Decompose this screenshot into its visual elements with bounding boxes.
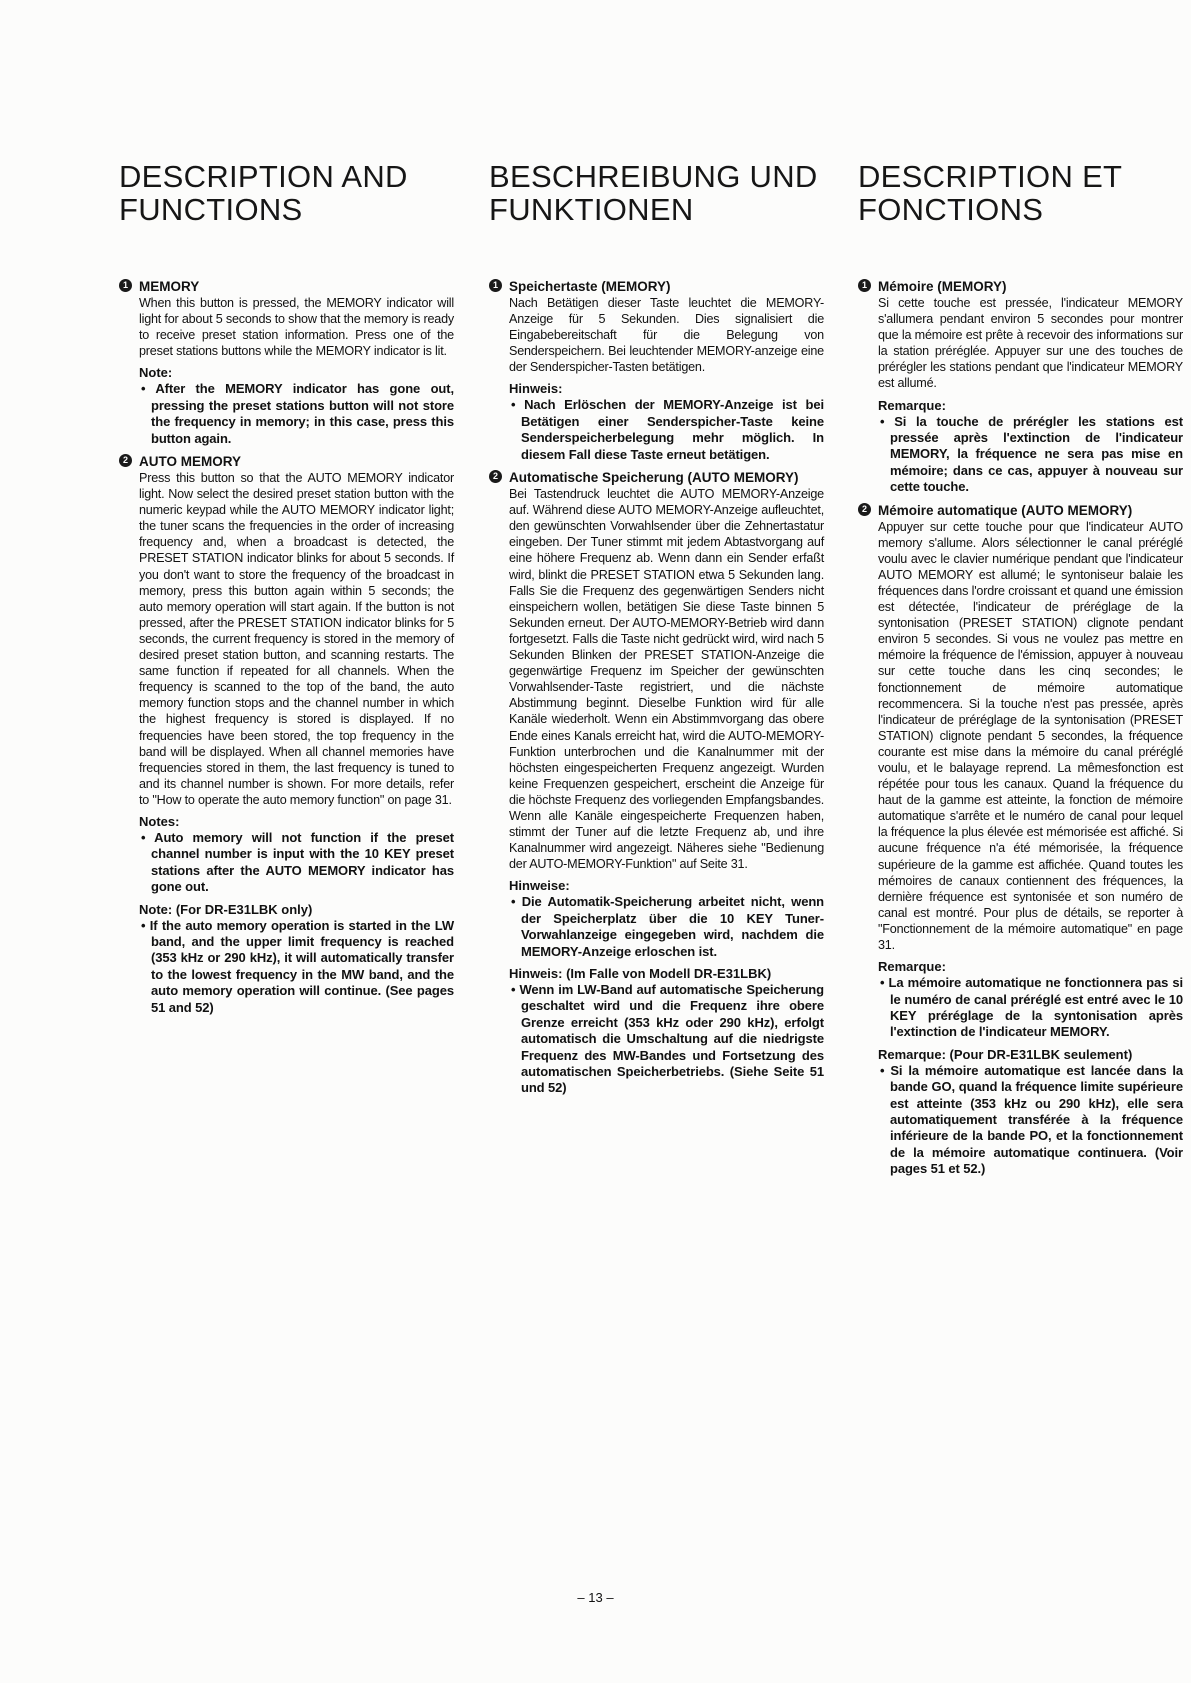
note-text: • Auto memory will not function if the preset channel number is input with the 10 KEY preset stations after the AUTO MEMORY indicator has gone out. xyxy=(141,829,454,895)
note-heading: Remarque: xyxy=(878,397,946,413)
note-text: • Si la touche de prérégler les stations est pressée après l'extinction de l'indicateur MEMORY, la fréquence ne sera pas mise en mémoire; dans ce cas, appuyer à nouveau sur cette touche. xyxy=(880,413,1183,495)
item-body: Appuyer sur cette touche pour que l'indicateur AUTO memory s'allume. Alors sélectionner le canal préréglé voulu avec le clavier numérique pendant que l'indicateur AUTO MEMORY est allumé; le syntoniseur balaie les fréquences dans l'ordre croissant et quand une émission est détectée, l'indicateur de préréglage de la syntonisation (PRESET STATION) clignote pendant environ 5 secondes. Si vous ne voulez pas mettre en mémoire la fréquence de l'émission, appuyer à nouveau sur cette touche dans les cinq secondes; le fonctionnement de mémoire automatique recommencera. Si la touche n'est pas pressée, après l'indicateur de préréglage de la syntonisation (PRESET STATION) clignote pendant 5 secondes, la fréquence courante est mise dans la mémoire du canal préréglé voulu, et le balayage reprend. La mêmesfonction est répétée pour tous les canaux. Quand la fréquence du haut de la gamme est atteinte, la fonction de mémoire automatique s'arrête et le numéro de canal pour lequel la fréquence la plus élevée est mémorisée est affiché. Si aucune fréquence n'a été mémorisée, la fréquence supérieure de la gamme est affichée. Quand toutes les mémoires de canaux contiennent des fréquences, la dernière fréquence est syntonisée et son numéro de canal est montré. Pour plus de détails, se reporter à "Fonctionnement de la mémoire automatique" en page 31. xyxy=(878,519,1183,953)
item-memory xyxy=(119,278,454,447)
number-2-icon: 2 xyxy=(119,454,132,467)
note-text: • Nach Erlöschen der MEMORY-Anzeige ist bei Betätigen einer Senderspicher-Taste keine Senderspeicherbelegung mehr möglich. In diesem Fall diese Taste erneut betätigen. xyxy=(511,397,824,462)
note-heading: Hinweis: (Im Falle von Modell DR-E31LBK) xyxy=(509,965,772,981)
number-1-icon: 1 xyxy=(858,279,871,292)
page-number: – 13 – xyxy=(577,1590,614,1605)
number-2-icon: 2 xyxy=(489,470,502,483)
item-title: Automatische Speicherung (AUTO MEMORY) xyxy=(509,470,799,486)
note-text: • After the MEMORY indicator has gone out, pressing the preset stations button will not store the frequency in memory; in this case, press this button again. xyxy=(141,381,454,446)
item-body: Bei Tastendruck leuchtet die AUTO MEMORY-Anzeige auf. Während diese AUTO MEMORY-Anzeige aufleuchtet, den gewünschten Vorwahlsender über die Zehnertastatur eingeben. Der Tuner stimmt mit jedem Abtastvorgang auf eine höhere Frequenz ab. Wenn dann ein Sender erfaßt wird, blinkt die PRESET STATION etwa 5 Sekunden lang. Falls Sie die Frequenz des gegenwärtigen Senders nicht einspeichern wollen, betätigen Sie diese Taste binnen 5 Sekunden erneut. Der AUTO-MEMORY-Betrieb wird dann fortgesetzt. Falls die Taste nicht gedrückt wird, wird nach 5 Sekunden Blinken der PRESET STATION-Anzeige die gegenwärtige Frequenz im Speicher der gewünschten Vorwahlsender-Taste registriert, und die nächste Abstimmung beginnt. Dieselbe Funktion wird für alle Kanäle wiederholt. Wenn ein Abstimmvorgang das obere Ende eines Kanals erreicht hat, wird die AUTO-MEMORY-Funktion unterbrochen und die Kanalnummer mit der höchsten eingespeicherten Frequenz angezeigt. Wurden keine Frequenzen gespeichert, erscheint die Anzeige für die höchste Frequenz des vorliegenden Empfangsbandes. Wenn alle Kanäle eingespeicherte Frequenzen haben, stimmt der Tuner auf die letzte Frequenz ab, und ihre Kanalnummer wird angezeigt. Näheres siehe "Bedienung der AUTO-MEMORY-Funktion" auf Seite 31. xyxy=(509,487,824,872)
item-auto-memory xyxy=(119,453,454,1016)
item-title: AUTO MEMORY xyxy=(139,454,242,469)
item-body: Si cette touche est pressée, l'indicateur MEMORY s'allumera pendant environ 5 secondes pour montrer que la mémoire est prête à recevoir des informations sur la station préréglée. Appuyer sur une des touches de prérégler les stations pendant que l'indicateur MEMORY est allumé. xyxy=(878,296,1183,391)
note-heading: Note: xyxy=(139,365,173,381)
column-title: BESCHREIBUNG UND FUNKTIONEN xyxy=(489,159,818,227)
note-text: • La mémoire automatique ne fonctionnera pas si le numéro de canal préréglé est entré avec le 10 KEY préréglage de la syntonisation après l'extinction de l'indicateur MEMORY. xyxy=(880,975,1183,1040)
note-heading: Hinweis: xyxy=(509,381,563,397)
item-title: Speichertaste (MEMORY) xyxy=(509,279,671,294)
note-heading: Note: (For DR-E31LBK only) xyxy=(139,901,313,917)
item-title: Mémoire (MEMORY) xyxy=(878,279,1007,294)
column-title: DESCRIPTION AND FUNCTIONS xyxy=(119,159,408,227)
number-1-icon: 1 xyxy=(119,279,132,292)
column-french xyxy=(858,160,1183,1184)
note-text: • Wenn im LW-Band auf automatische Speicherung geschaltet wird und die Frequenz ihre obere Grenze erreicht (353 kHz oder 290 kHz), erfolgt automatisch die Umschaltung auf die niedrigste Frequenz des MW-Bandes und Fortsetzung des automatischen Speicherbetriebs. (Siehe Seite 51 und 52) xyxy=(511,981,824,1096)
note-heading: Hinweise: xyxy=(509,878,570,894)
note-heading: Remarque: (Pour DR-E31LBK seulement) xyxy=(878,1046,1133,1062)
note-text: • Die Automatik-Speicherung arbeitet nicht, wenn der Speicherplatz über die 10 KEY Tuner-Vorwahlanzeige eingegeben wird, nachdem die MEMORY-Anzeige erloschen ist. xyxy=(511,894,824,959)
item-memory xyxy=(489,278,824,463)
item-body: Nach Betätigen dieser Taste leuchtet die MEMORY-Anzeige für 5 Sekunden. Dies signalisiert die Eingabebereitschaft für die Belegung von Senderspeichern. Bei leuchtender MEMORY-anzeige eine der Senderspicher-Tasten betätigen. xyxy=(509,296,824,375)
item-auto-memory xyxy=(858,502,1183,1178)
column-german xyxy=(489,160,824,1103)
note-heading: Notes: xyxy=(139,813,180,829)
item-auto-memory xyxy=(489,469,824,1097)
item-memory xyxy=(858,278,1183,496)
number-1-icon: 1 xyxy=(489,279,502,292)
column-english xyxy=(119,160,454,1022)
item-body: Press this button so that the AUTO MEMORY indicator light. Now select the desired preset station button with the numeric keypad while the AUTO MEMORY indicator light; the tuner scans the frequencies in the order of increasing frequency and, when a broadcast is detected, the PRESET STATION indicator blinks for about 5 seconds. If you don't want to store the frequency of the broadcast in memory, press this button again within 5 seconds; the auto memory operation will start again. If the button is not pressed, after the PRESET STATION indicator blinks for 5 seconds, the current frequency is stored in the memory of desired preset station button, and scanning restarts. The same function if repeated for all channels. When the frequency is scanned to the top of the band, the auto memory function stops and the channel number in which the highest frequency is stored is displayed. If no frequencies have been stored, the top frequency in the band will be displayed. When all channel memories have frequencies stored in them, the last frequency is tuned to and its channel number is shown. For more details, refer to "How to operate the auto memory function" on page 31. xyxy=(139,471,454,807)
number-2-icon: 2 xyxy=(858,503,871,516)
note-text: • Si la mémoire automatique est lancée dans la bande GO, quand la fréquence limite supérieure est atteinte (353 kHz ou 290 kHz), elle sera automatiquement transférée à la fréquence inférieure de la bande PO, et la fonctionnement de la mémoire automatique continuera. (Voir pages 51 et 52.) xyxy=(880,1062,1183,1177)
note-heading: Remarque: xyxy=(878,959,946,975)
column-title: DESCRIPTION ET FONCTIONS xyxy=(858,159,1122,227)
item-body: When this button is pressed, the MEMORY indicator will light for about 5 seconds to show that the memory is ready to receive preset station information. Press one of the preset stations buttons while the MEMORY indicator is lit. xyxy=(139,296,454,359)
note-text: • If the auto memory operation is started in the LW band, and the upper limit frequency is reached (353 kHz or 290 kHz), it will automatically transfer to the lowest frequency in the MW band, and the auto memory operation will continue. (See pages 51 and 52) xyxy=(141,917,454,1015)
item-title: MEMORY xyxy=(139,279,200,294)
item-title: Mémoire automatique (AUTO MEMORY) xyxy=(878,502,1133,518)
